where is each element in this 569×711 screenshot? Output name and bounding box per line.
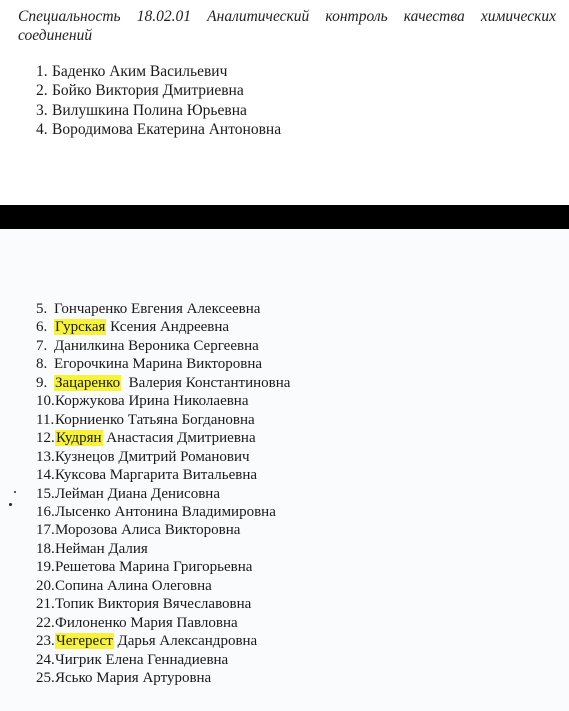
item-number: 16. bbox=[36, 503, 55, 520]
student-name: Валерия Константиновна bbox=[121, 374, 291, 391]
student-name: Ясько Мария Артуровна bbox=[55, 670, 212, 687]
student-name: Сопина Алина Олеговна bbox=[55, 577, 212, 594]
scan-speck bbox=[14, 491, 16, 493]
student-list-item bbox=[36, 81, 281, 100]
item-number: 6. bbox=[36, 319, 48, 336]
item-number: 10. bbox=[36, 393, 55, 410]
student-list-item bbox=[36, 448, 290, 466]
scan-separator-bar bbox=[0, 205, 569, 229]
student-list-item bbox=[36, 120, 281, 139]
student-name: Морозова Алиса Викторовна bbox=[55, 522, 241, 539]
student-name: Данилкина Вероника Сергеевна bbox=[54, 337, 259, 354]
item-number: 11. bbox=[36, 411, 55, 428]
student-name: Ксения Андреевна bbox=[106, 319, 230, 336]
student-list-item bbox=[36, 466, 290, 484]
document-page-top bbox=[0, 0, 569, 205]
item-number: 22. bbox=[36, 614, 55, 631]
item-number: 12. bbox=[36, 430, 55, 447]
item-number: 23. bbox=[36, 633, 55, 650]
item-number: 3. bbox=[36, 101, 48, 119]
student-list-item bbox=[36, 485, 290, 503]
specialty-heading: Специальность 18.02.01 Аналитический контроль качества химических соединений bbox=[18, 8, 556, 44]
student-name: Егорочкина Марина Викторовна bbox=[54, 356, 263, 373]
student-name: Кузнецов Дмитрий Романович bbox=[55, 448, 250, 465]
item-number: 5. bbox=[36, 301, 48, 317]
student-list-item bbox=[36, 429, 290, 447]
student-list-item bbox=[36, 669, 290, 687]
scan-speck bbox=[9, 503, 12, 506]
student-name: Лейман Диана Денисовна bbox=[55, 485, 220, 502]
student-list-item bbox=[36, 503, 290, 521]
student-list-item bbox=[36, 300, 290, 318]
student-list-item bbox=[36, 337, 290, 355]
student-list-item bbox=[36, 540, 290, 558]
student-name: Филоненко Мария Павловна bbox=[55, 614, 238, 631]
student-list-item bbox=[36, 614, 290, 632]
item-number: 20. bbox=[36, 577, 55, 594]
student-list-item bbox=[36, 62, 281, 81]
item-number: 8. bbox=[36, 356, 48, 373]
student-name: Дарья Александровна bbox=[113, 633, 258, 650]
student-name: Чигрик Елена Геннадиевна bbox=[55, 651, 229, 668]
item-number: 19. bbox=[36, 559, 55, 576]
item-number: 2. bbox=[36, 82, 48, 100]
student-list-top bbox=[36, 62, 281, 139]
student-name: Корниенко Татьяна Богдановна bbox=[55, 411, 255, 428]
student-list-bottom bbox=[36, 300, 290, 688]
item-number: 4. bbox=[36, 120, 48, 138]
item-number: 7. bbox=[36, 337, 48, 354]
highlighted-surname: Кудрян bbox=[56, 430, 102, 447]
item-number: 1. bbox=[36, 63, 48, 80]
student-list-item bbox=[36, 101, 281, 120]
student-list-item bbox=[36, 392, 290, 410]
student-list-item bbox=[36, 651, 290, 669]
item-number: 17. bbox=[36, 522, 55, 539]
student-list-item bbox=[36, 355, 290, 373]
student-name: Лысенко Антонина Владимировна bbox=[55, 503, 276, 520]
student-name: Вилушкина Полина Юрьевна bbox=[52, 101, 247, 119]
item-number: 15. bbox=[36, 485, 55, 502]
student-list-item bbox=[36, 318, 290, 336]
student-name: Решетова Марина Григорьевна bbox=[55, 559, 253, 576]
student-name: Куксова Маргарита Витальевна bbox=[55, 467, 258, 484]
highlighted-surname: Гурская bbox=[55, 319, 106, 336]
student-name: Анастасия Дмитриевна bbox=[102, 430, 256, 447]
student-name: Коржукова Ирина Николаевна bbox=[55, 393, 249, 410]
student-list-item bbox=[36, 595, 290, 613]
item-number: 14. bbox=[36, 467, 55, 484]
student-list-item bbox=[36, 411, 290, 429]
student-list-item bbox=[36, 558, 290, 576]
item-number: 24. bbox=[36, 651, 55, 668]
item-number: 9. bbox=[36, 374, 48, 391]
highlighted-surname: Зацаренко bbox=[55, 374, 121, 391]
item-number: 13. bbox=[36, 448, 55, 465]
student-name: Гончаренко Евгения Алексеевна bbox=[54, 301, 261, 317]
student-name: Бойко Виктория Дмитриевна bbox=[52, 82, 244, 100]
student-name: Вородимова Екатерина Антоновна bbox=[52, 120, 282, 138]
item-number: 18. bbox=[36, 540, 55, 557]
student-list-item bbox=[36, 577, 290, 595]
student-list-item bbox=[36, 632, 290, 650]
student-list-item bbox=[36, 521, 290, 539]
highlighted-surname: Чегерест bbox=[56, 633, 113, 650]
student-list-item bbox=[36, 374, 290, 392]
item-number: 21. bbox=[36, 596, 55, 613]
student-name: Нейман Далия bbox=[55, 540, 148, 557]
student-name: Баденко Аким Васильевич bbox=[52, 63, 228, 80]
item-number: 25. bbox=[36, 670, 55, 687]
student-name: Топик Виктория Вячеславовна bbox=[55, 596, 252, 613]
